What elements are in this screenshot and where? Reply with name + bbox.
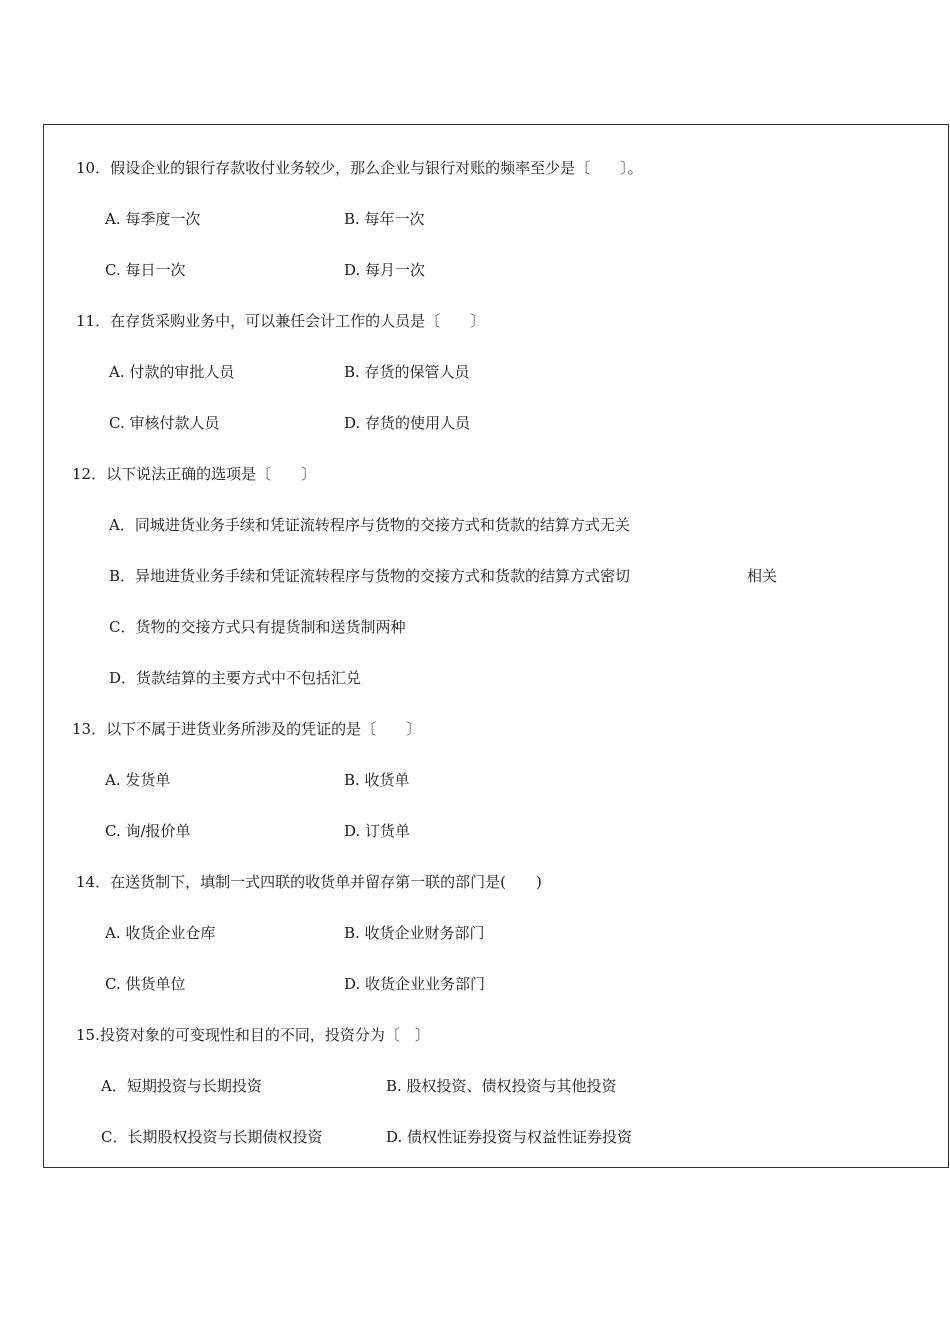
question-13-option-c: C. 询/报价单 [105,822,191,840]
question-12-option-d: D．货款结算的主要方式中不包括汇兑 [109,669,362,687]
question-11-stem: 11．在存货采购业务中，可以兼任会计工作的人员是〔 〕 [76,312,486,330]
question-12-option-a: A．同城进货业务手续和凭证流转程序与货物的交接方式和货款的结算方式无关 [109,516,630,534]
question-15-option-b: B. 股权投资、债权投资与其他投资 [386,1077,617,1095]
question-12-stem: 12．以下说法正确的选项是〔 〕 [72,465,317,483]
question-11-option-a: A. 付款的审批人员 [109,363,235,381]
question-10-option-a: A. 每季度一次 [105,210,201,228]
question-13-stem: 13．以下不属于进货业务所涉及的凭证的是〔 〕 [72,720,422,738]
question-box [43,124,949,1168]
question-10-option-d: D. 每月一次 [344,261,426,279]
question-12-option-b-tail: 相关 [747,567,778,585]
question-10-option-c: C. 每日一次 [105,261,186,279]
question-13-option-d: D. 订货单 [344,822,411,840]
question-10-option-b: B. 每年一次 [344,210,425,228]
question-14-option-c: C. 供货单位 [105,975,186,993]
question-15-option-a: A．短期投资与长期投资 [101,1077,262,1095]
question-14-option-a: A. 收货企业仓库 [105,924,216,942]
question-12-option-c: C．货物的交接方式只有提货制和送货制两种 [109,618,406,636]
question-12-option-b: B．异地进货业务手续和凭证流转程序与货物的交接方式和货款的结算方式密切 [109,567,631,585]
question-15-option-c: C．长期股权投资与长期债权投资 [101,1128,323,1146]
question-13-option-a: A. 发货单 [105,771,171,789]
question-14-option-d: D. 收货企业业务部门 [344,975,486,993]
question-11-option-b: B. 存货的保管人员 [344,363,470,381]
question-15-stem: 15.投资对象的可变现性和目的不同，投资分为〔 〕 [76,1026,430,1044]
question-11-option-d: D. 存货的使用人员 [344,414,471,432]
question-14-option-b: B. 收货企业财务部门 [344,924,485,942]
question-11-option-c: C. 审核付款人员 [109,414,220,432]
question-15-option-d: D. 债权性证券投资与权益性证券投资 [386,1128,633,1146]
question-14-stem: 14．在送货制下，填制一式四联的收货单并留存第一联的部门是( ) [76,873,542,891]
question-13-option-b: B. 收货单 [344,771,410,789]
question-10-stem: 10．假设企业的银行存款收付业务较少，那么企业与银行对账的频率至少是〔 〕。 [76,159,643,177]
